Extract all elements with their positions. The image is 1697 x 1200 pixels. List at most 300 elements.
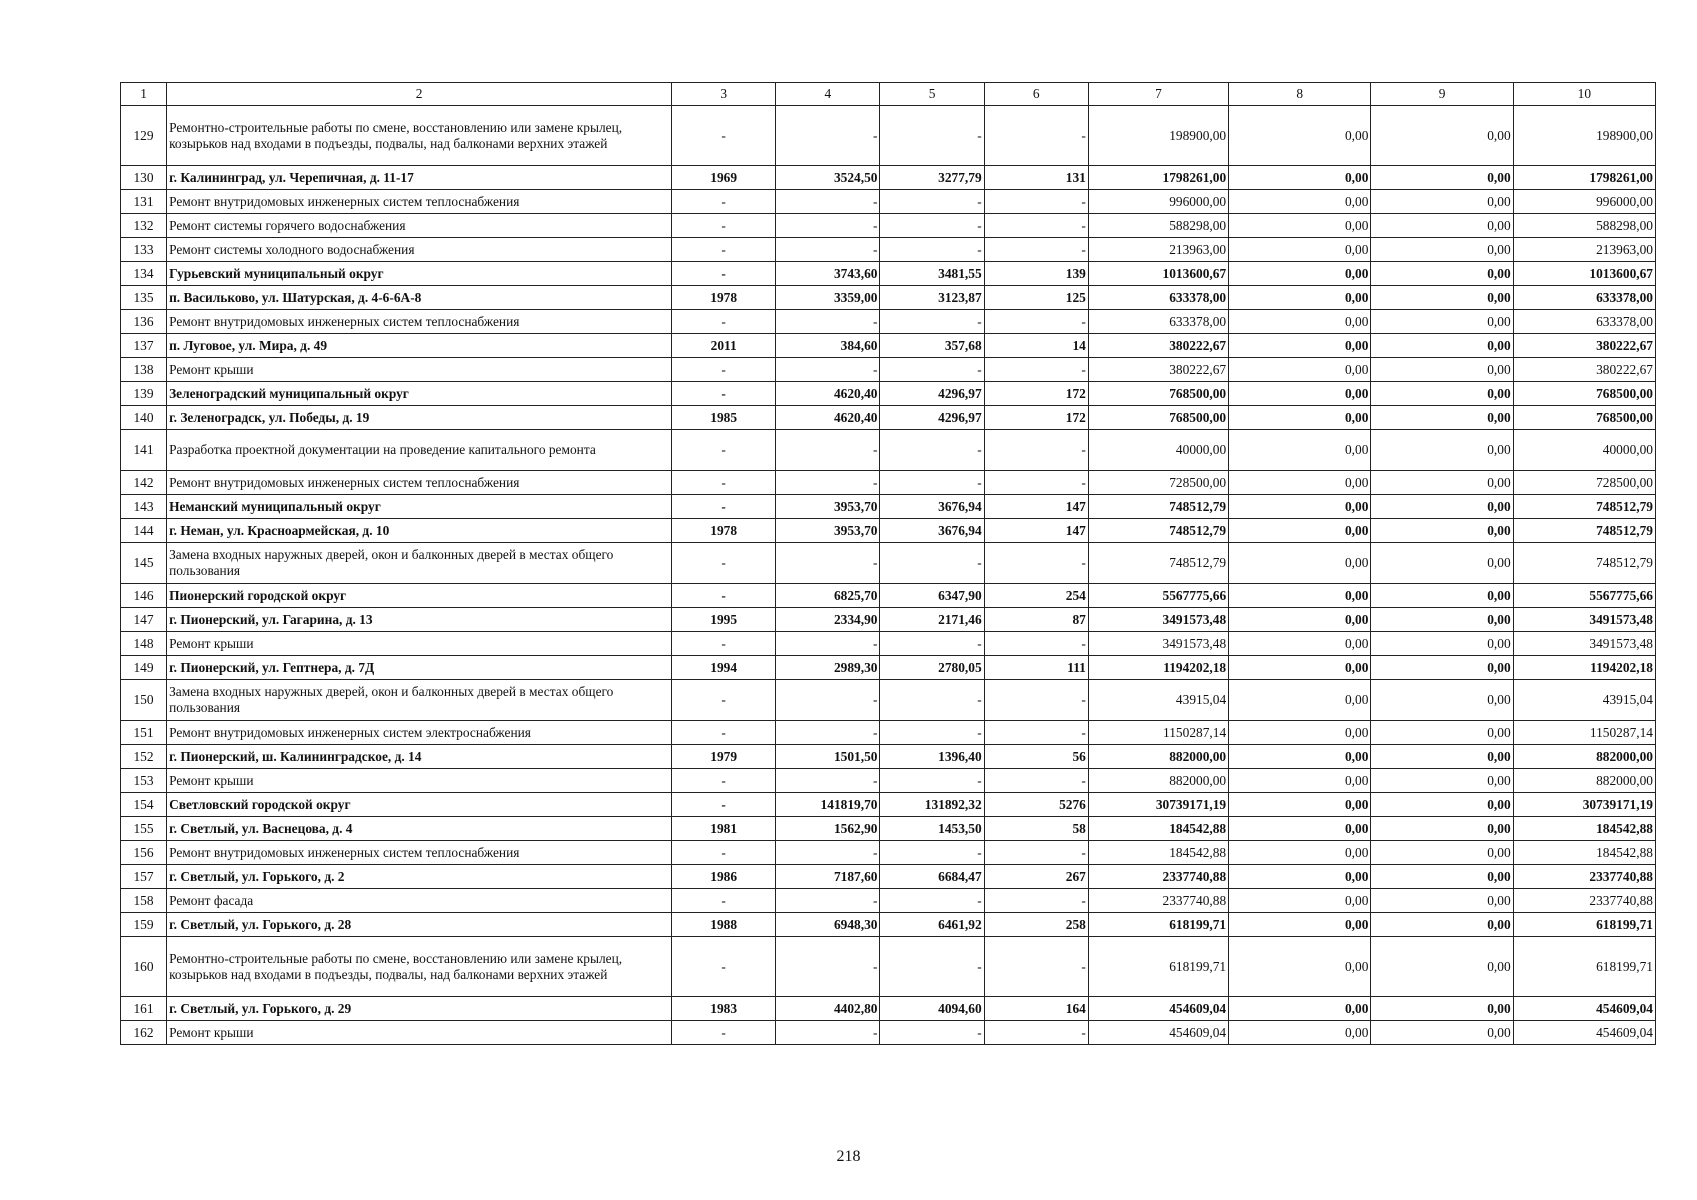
total-area-cell: - — [776, 106, 880, 166]
living-area-cell: 357,68 — [880, 334, 984, 358]
total-area-cell: 1501,50 — [776, 745, 880, 769]
budget-cost-cell: 0,00 — [1371, 680, 1513, 721]
table-row-address — [121, 608, 1656, 632]
owners-cost-cell: 3491573,48 — [1513, 632, 1655, 656]
budget-cost-cell: 0,00 — [1371, 406, 1513, 430]
row-number-cell: 156 — [121, 841, 167, 865]
header-cell: 6 — [984, 83, 1088, 106]
total-area-cell: - — [776, 471, 880, 495]
living-area-cell: 3481,55 — [880, 262, 984, 286]
owners-cost-cell: 768500,00 — [1513, 406, 1655, 430]
residents-cell: - — [984, 937, 1088, 997]
row-number-cell: 154 — [121, 793, 167, 817]
residents-cell: 258 — [984, 913, 1088, 937]
budget-cost-cell: 0,00 — [1371, 817, 1513, 841]
description-cell: Ремонт системы горячего водоснабжения — [167, 214, 672, 238]
living-area-cell: - — [880, 430, 984, 471]
residents-cell: - — [984, 543, 1088, 584]
budget-cost-cell: 0,00 — [1371, 865, 1513, 889]
description-cell: г. Светлый, ул. Васнецова, д. 4 — [167, 817, 672, 841]
year-cell: - — [672, 632, 776, 656]
budget-cost-cell: 0,00 — [1371, 721, 1513, 745]
row-number-cell: 147 — [121, 608, 167, 632]
residents-cell: - — [984, 769, 1088, 793]
total-cost-cell: 454609,04 — [1088, 997, 1228, 1021]
row-number-cell: 140 — [121, 406, 167, 430]
total-cost-cell: 618199,71 — [1088, 913, 1228, 937]
year-cell: - — [672, 1021, 776, 1045]
total-area-cell: - — [776, 937, 880, 997]
year-cell: - — [672, 721, 776, 745]
description-cell: Светловский городской округ — [167, 793, 672, 817]
residents-cell: 267 — [984, 865, 1088, 889]
fund-cost-cell: 0,00 — [1229, 769, 1371, 793]
total-area-cell: - — [776, 721, 880, 745]
total-cost-cell: 1013600,67 — [1088, 262, 1228, 286]
fund-cost-cell: 0,00 — [1229, 997, 1371, 1021]
year-cell: - — [672, 214, 776, 238]
total-cost-cell: 184542,88 — [1088, 841, 1228, 865]
description-cell: Ремонт крыши — [167, 632, 672, 656]
total-cost-cell: 618199,71 — [1088, 937, 1228, 997]
row-number-cell: 150 — [121, 680, 167, 721]
total-area-cell: - — [776, 889, 880, 913]
living-area-cell: - — [880, 238, 984, 262]
budget-cost-cell: 0,00 — [1371, 430, 1513, 471]
fund-cost-cell: 0,00 — [1229, 841, 1371, 865]
budget-cost-cell: 0,00 — [1371, 214, 1513, 238]
table-row-work — [121, 310, 1656, 334]
living-area-cell: - — [880, 190, 984, 214]
living-area-cell: 3123,87 — [880, 286, 984, 310]
total-cost-cell: 588298,00 — [1088, 214, 1228, 238]
row-number-cell: 133 — [121, 238, 167, 262]
description-cell: Разработка проектной документации на проведение капитального ремонта — [167, 430, 672, 471]
table-row-address — [121, 997, 1656, 1021]
table-row-address — [121, 519, 1656, 543]
total-area-cell: - — [776, 190, 880, 214]
owners-cost-cell: 1150287,14 — [1513, 721, 1655, 745]
owners-cost-cell: 882000,00 — [1513, 769, 1655, 793]
total-cost-cell: 2337740,88 — [1088, 889, 1228, 913]
description-cell: Замена входных наружных дверей, окон и балконных дверей в местах общего пользования — [167, 680, 672, 721]
owners-cost-cell: 454609,04 — [1513, 1021, 1655, 1045]
table-row-work — [121, 190, 1656, 214]
table-row-work — [121, 238, 1656, 262]
budget-cost-cell: 0,00 — [1371, 334, 1513, 358]
living-area-cell: - — [880, 1021, 984, 1045]
description-cell: Замена входных наружных дверей, окон и балконных дверей в местах общего пользования — [167, 543, 672, 584]
residents-cell: 87 — [984, 608, 1088, 632]
residents-cell: - — [984, 358, 1088, 382]
year-cell: - — [672, 310, 776, 334]
description-cell: г. Зеленоградск, ул. Победы, д. 19 — [167, 406, 672, 430]
year-cell: - — [672, 584, 776, 608]
table-row-work — [121, 543, 1656, 584]
year-cell: - — [672, 190, 776, 214]
residents-cell: 111 — [984, 656, 1088, 680]
residents-cell: 164 — [984, 997, 1088, 1021]
total-area-cell: 6825,70 — [776, 584, 880, 608]
year-cell: - — [672, 471, 776, 495]
living-area-cell: - — [880, 358, 984, 382]
fund-cost-cell: 0,00 — [1229, 656, 1371, 680]
total-area-cell: - — [776, 543, 880, 584]
total-area-cell: 2989,30 — [776, 656, 880, 680]
budget-cost-cell: 0,00 — [1371, 656, 1513, 680]
budget-cost-cell: 0,00 — [1371, 262, 1513, 286]
fund-cost-cell: 0,00 — [1229, 382, 1371, 406]
owners-cost-cell: 618199,71 — [1513, 913, 1655, 937]
residents-cell: - — [984, 1021, 1088, 1045]
owners-cost-cell: 633378,00 — [1513, 286, 1655, 310]
owners-cost-cell: 618199,71 — [1513, 937, 1655, 997]
residents-cell: 172 — [984, 406, 1088, 430]
fund-cost-cell: 0,00 — [1229, 106, 1371, 166]
row-number-cell: 152 — [121, 745, 167, 769]
living-area-cell: - — [880, 937, 984, 997]
budget-cost-cell: 0,00 — [1371, 745, 1513, 769]
row-number-cell: 144 — [121, 519, 167, 543]
description-cell: Ремонт крыши — [167, 769, 672, 793]
table-row-address — [121, 584, 1656, 608]
fund-cost-cell: 0,00 — [1229, 238, 1371, 262]
page-number: 218 — [836, 1148, 861, 1165]
living-area-cell: 3277,79 — [880, 166, 984, 190]
total-area-cell: 4620,40 — [776, 406, 880, 430]
fund-cost-cell: 0,00 — [1229, 608, 1371, 632]
total-area-cell: 3743,60 — [776, 262, 880, 286]
residents-cell: - — [984, 310, 1088, 334]
fund-cost-cell: 0,00 — [1229, 632, 1371, 656]
row-number-cell: 134 — [121, 262, 167, 286]
fund-cost-cell: 0,00 — [1229, 214, 1371, 238]
description-cell: г. Светлый, ул. Горького, д. 28 — [167, 913, 672, 937]
total-area-cell: 3359,00 — [776, 286, 880, 310]
total-cost-cell: 3491573,48 — [1088, 608, 1228, 632]
year-cell: - — [672, 769, 776, 793]
row-number-cell: 145 — [121, 543, 167, 584]
living-area-cell: - — [880, 543, 984, 584]
fund-cost-cell: 0,00 — [1229, 793, 1371, 817]
description-cell: г. Пионерский, ул. Гептнера, д. 7Д — [167, 656, 672, 680]
fund-cost-cell: 0,00 — [1229, 543, 1371, 584]
year-cell: 1969 — [672, 166, 776, 190]
budget-cost-cell: 0,00 — [1371, 769, 1513, 793]
table-row-address — [121, 656, 1656, 680]
year-cell: 1988 — [672, 913, 776, 937]
fund-cost-cell: 0,00 — [1229, 721, 1371, 745]
total-cost-cell: 882000,00 — [1088, 745, 1228, 769]
living-area-cell: - — [880, 471, 984, 495]
budget-cost-cell: 0,00 — [1371, 519, 1513, 543]
living-area-cell: - — [880, 632, 984, 656]
header-cell: 1 — [121, 83, 167, 106]
total-cost-cell: 380222,67 — [1088, 334, 1228, 358]
description-cell: Ремонт крыши — [167, 358, 672, 382]
total-area-cell: 4402,80 — [776, 997, 880, 1021]
owners-cost-cell: 728500,00 — [1513, 471, 1655, 495]
year-cell: - — [672, 495, 776, 519]
owners-cost-cell: 43915,04 — [1513, 680, 1655, 721]
description-cell: Ремонт внутридомовых инженерных систем теплоснабжения — [167, 841, 672, 865]
budget-cost-cell: 0,00 — [1371, 358, 1513, 382]
living-area-cell: - — [880, 310, 984, 334]
owners-cost-cell: 213963,00 — [1513, 238, 1655, 262]
residents-cell: 56 — [984, 745, 1088, 769]
residents-cell: 125 — [984, 286, 1088, 310]
row-number-cell: 148 — [121, 632, 167, 656]
living-area-cell: 1453,50 — [880, 817, 984, 841]
budget-cost-cell: 0,00 — [1371, 793, 1513, 817]
table-row-address — [121, 865, 1656, 889]
row-number-cell: 158 — [121, 889, 167, 913]
header-cell: 10 — [1513, 83, 1655, 106]
description-cell: г. Неман, ул. Красноармейская, д. 10 — [167, 519, 672, 543]
table-row-work — [121, 680, 1656, 721]
year-cell: - — [672, 793, 776, 817]
total-cost-cell: 1798261,00 — [1088, 166, 1228, 190]
budget-cost-cell: 0,00 — [1371, 584, 1513, 608]
year-cell: 1983 — [672, 997, 776, 1021]
row-number-cell: 137 — [121, 334, 167, 358]
residents-cell: 14 — [984, 334, 1088, 358]
living-area-cell: 1396,40 — [880, 745, 984, 769]
living-area-cell: - — [880, 106, 984, 166]
owners-cost-cell: 380222,67 — [1513, 358, 1655, 382]
total-area-cell: - — [776, 632, 880, 656]
total-cost-cell: 1150287,14 — [1088, 721, 1228, 745]
total-cost-cell: 2337740,88 — [1088, 865, 1228, 889]
description-cell: г. Калининград, ул. Черепичная, д. 11-17 — [167, 166, 672, 190]
residents-cell: - — [984, 680, 1088, 721]
total-area-cell: - — [776, 841, 880, 865]
description-cell: г. Пионерский, ул. Гагарина, д. 13 — [167, 608, 672, 632]
owners-cost-cell: 1013600,67 — [1513, 262, 1655, 286]
fund-cost-cell: 0,00 — [1229, 913, 1371, 937]
table-row-work — [121, 106, 1656, 166]
total-cost-cell: 882000,00 — [1088, 769, 1228, 793]
year-cell: 1978 — [672, 519, 776, 543]
row-number-cell: 161 — [121, 997, 167, 1021]
description-cell: г. Пионерский, ш. Калининградское, д. 14 — [167, 745, 672, 769]
total-cost-cell: 748512,79 — [1088, 519, 1228, 543]
table-row-work — [121, 889, 1656, 913]
table-row-work — [121, 632, 1656, 656]
row-number-cell: 129 — [121, 106, 167, 166]
budget-cost-cell: 0,00 — [1371, 286, 1513, 310]
total-cost-cell: 748512,79 — [1088, 543, 1228, 584]
year-cell: - — [672, 262, 776, 286]
residents-cell: 58 — [984, 817, 1088, 841]
living-area-cell: 3676,94 — [880, 495, 984, 519]
table-row-work — [121, 1021, 1656, 1045]
repair-program-table — [120, 82, 1656, 1045]
owners-cost-cell: 882000,00 — [1513, 745, 1655, 769]
fund-cost-cell: 0,00 — [1229, 406, 1371, 430]
year-cell: 1986 — [672, 865, 776, 889]
budget-cost-cell: 0,00 — [1371, 1021, 1513, 1045]
header-cell: 9 — [1371, 83, 1513, 106]
description-cell: Ремонт системы холодного водоснабжения — [167, 238, 672, 262]
table-row-work — [121, 937, 1656, 997]
living-area-cell: 4094,60 — [880, 997, 984, 1021]
total-cost-cell: 198900,00 — [1088, 106, 1228, 166]
description-cell: п. Васильково, ул. Шатурская, д. 4-6-6А-8 — [167, 286, 672, 310]
row-number-cell: 132 — [121, 214, 167, 238]
owners-cost-cell: 454609,04 — [1513, 997, 1655, 1021]
living-area-cell: 6461,92 — [880, 913, 984, 937]
table-row-work — [121, 214, 1656, 238]
header-cell: 7 — [1088, 83, 1228, 106]
table-row-work — [121, 358, 1656, 382]
residents-cell: 131 — [984, 166, 1088, 190]
residents-cell: - — [984, 214, 1088, 238]
owners-cost-cell: 30739171,19 — [1513, 793, 1655, 817]
total-area-cell: - — [776, 358, 880, 382]
row-number-cell: 131 — [121, 190, 167, 214]
budget-cost-cell: 0,00 — [1371, 632, 1513, 656]
owners-cost-cell: 1798261,00 — [1513, 166, 1655, 190]
owners-cost-cell: 633378,00 — [1513, 310, 1655, 334]
row-number-cell: 139 — [121, 382, 167, 406]
year-cell: 1995 — [672, 608, 776, 632]
row-number-cell: 135 — [121, 286, 167, 310]
residents-cell: 147 — [984, 519, 1088, 543]
owners-cost-cell: 748512,79 — [1513, 495, 1655, 519]
owners-cost-cell: 1194202,18 — [1513, 656, 1655, 680]
total-area-cell: 4620,40 — [776, 382, 880, 406]
description-cell: Ремонт фасада — [167, 889, 672, 913]
owners-cost-cell: 380222,67 — [1513, 334, 1655, 358]
table-row-address — [121, 166, 1656, 190]
fund-cost-cell: 0,00 — [1229, 334, 1371, 358]
total-cost-cell: 633378,00 — [1088, 310, 1228, 334]
owners-cost-cell: 5567775,66 — [1513, 584, 1655, 608]
row-number-cell: 141 — [121, 430, 167, 471]
description-cell: Ремонтно-строительные работы по смене, восстановлению или замене крылец, козырьков над входами в подъезды, подвалы, над балконами верхних этажей — [167, 937, 672, 997]
year-cell: - — [672, 680, 776, 721]
table-row-address — [121, 913, 1656, 937]
total-area-cell: - — [776, 238, 880, 262]
row-number-cell: 162 — [121, 1021, 167, 1045]
total-cost-cell: 1194202,18 — [1088, 656, 1228, 680]
row-number-cell: 130 — [121, 166, 167, 190]
description-cell: Ремонт внутридомовых инженерных систем теплоснабжения — [167, 190, 672, 214]
living-area-cell: 6684,47 — [880, 865, 984, 889]
total-area-cell: 2334,90 — [776, 608, 880, 632]
row-number-cell: 159 — [121, 913, 167, 937]
fund-cost-cell: 0,00 — [1229, 865, 1371, 889]
table-row-address — [121, 793, 1656, 817]
fund-cost-cell: 0,00 — [1229, 471, 1371, 495]
header-cell: 8 — [1229, 83, 1371, 106]
owners-cost-cell: 40000,00 — [1513, 430, 1655, 471]
owners-cost-cell: 996000,00 — [1513, 190, 1655, 214]
owners-cost-cell: 198900,00 — [1513, 106, 1655, 166]
budget-cost-cell: 0,00 — [1371, 937, 1513, 997]
total-cost-cell: 5567775,66 — [1088, 584, 1228, 608]
description-cell: г. Светлый, ул. Горького, д. 29 — [167, 997, 672, 1021]
total-cost-cell: 996000,00 — [1088, 190, 1228, 214]
year-cell: - — [672, 430, 776, 471]
description-cell: Ремонт внутридомовых инженерных систем теплоснабжения — [167, 310, 672, 334]
table-row-work — [121, 430, 1656, 471]
fund-cost-cell: 0,00 — [1229, 889, 1371, 913]
budget-cost-cell: 0,00 — [1371, 913, 1513, 937]
budget-cost-cell: 0,00 — [1371, 608, 1513, 632]
year-cell: 1979 — [672, 745, 776, 769]
owners-cost-cell: 588298,00 — [1513, 214, 1655, 238]
residents-cell: - — [984, 471, 1088, 495]
year-cell: 1978 — [672, 286, 776, 310]
year-cell: - — [672, 382, 776, 406]
header-cell: 3 — [672, 83, 776, 106]
living-area-cell: 6347,90 — [880, 584, 984, 608]
table-row-address — [121, 262, 1656, 286]
total-area-cell: - — [776, 680, 880, 721]
fund-cost-cell: 0,00 — [1229, 310, 1371, 334]
table-row-work — [121, 769, 1656, 793]
total-cost-cell: 728500,00 — [1088, 471, 1228, 495]
fund-cost-cell: 0,00 — [1229, 495, 1371, 519]
header-cell: 2 — [167, 83, 672, 106]
budget-cost-cell: 0,00 — [1371, 106, 1513, 166]
budget-cost-cell: 0,00 — [1371, 310, 1513, 334]
table-row-address — [121, 495, 1656, 519]
living-area-cell: 2780,05 — [880, 656, 984, 680]
residents-cell: 254 — [984, 584, 1088, 608]
budget-cost-cell: 0,00 — [1371, 495, 1513, 519]
row-number-cell: 138 — [121, 358, 167, 382]
column-number-header-row — [121, 83, 1656, 106]
total-area-cell: - — [776, 1021, 880, 1045]
fund-cost-cell: 0,00 — [1229, 584, 1371, 608]
description-cell: Пионерский городской округ — [167, 584, 672, 608]
row-number-cell: 149 — [121, 656, 167, 680]
fund-cost-cell: 0,00 — [1229, 358, 1371, 382]
living-area-cell: - — [880, 214, 984, 238]
row-number-cell: 157 — [121, 865, 167, 889]
residents-cell: - — [984, 632, 1088, 656]
total-cost-cell: 454609,04 — [1088, 1021, 1228, 1045]
description-cell: Зеленоградский муниципальный округ — [167, 382, 672, 406]
residents-cell: - — [984, 841, 1088, 865]
living-area-cell: - — [880, 721, 984, 745]
year-cell: - — [672, 841, 776, 865]
residents-cell: 147 — [984, 495, 1088, 519]
fund-cost-cell: 0,00 — [1229, 286, 1371, 310]
table-row-address — [121, 382, 1656, 406]
total-cost-cell: 748512,79 — [1088, 495, 1228, 519]
table-row-address — [121, 817, 1656, 841]
total-area-cell: - — [776, 769, 880, 793]
header-cell: 5 — [880, 83, 984, 106]
living-area-cell: - — [880, 889, 984, 913]
budget-cost-cell: 0,00 — [1371, 997, 1513, 1021]
fund-cost-cell: 0,00 — [1229, 817, 1371, 841]
row-number-cell: 151 — [121, 721, 167, 745]
budget-cost-cell: 0,00 — [1371, 543, 1513, 584]
description-cell: г. Светлый, ул. Горького, д. 2 — [167, 865, 672, 889]
budget-cost-cell: 0,00 — [1371, 190, 1513, 214]
total-area-cell: 3953,70 — [776, 519, 880, 543]
year-cell: 2011 — [672, 334, 776, 358]
owners-cost-cell: 768500,00 — [1513, 382, 1655, 406]
budget-cost-cell: 0,00 — [1371, 889, 1513, 913]
living-area-cell: - — [880, 680, 984, 721]
year-cell: 1994 — [672, 656, 776, 680]
